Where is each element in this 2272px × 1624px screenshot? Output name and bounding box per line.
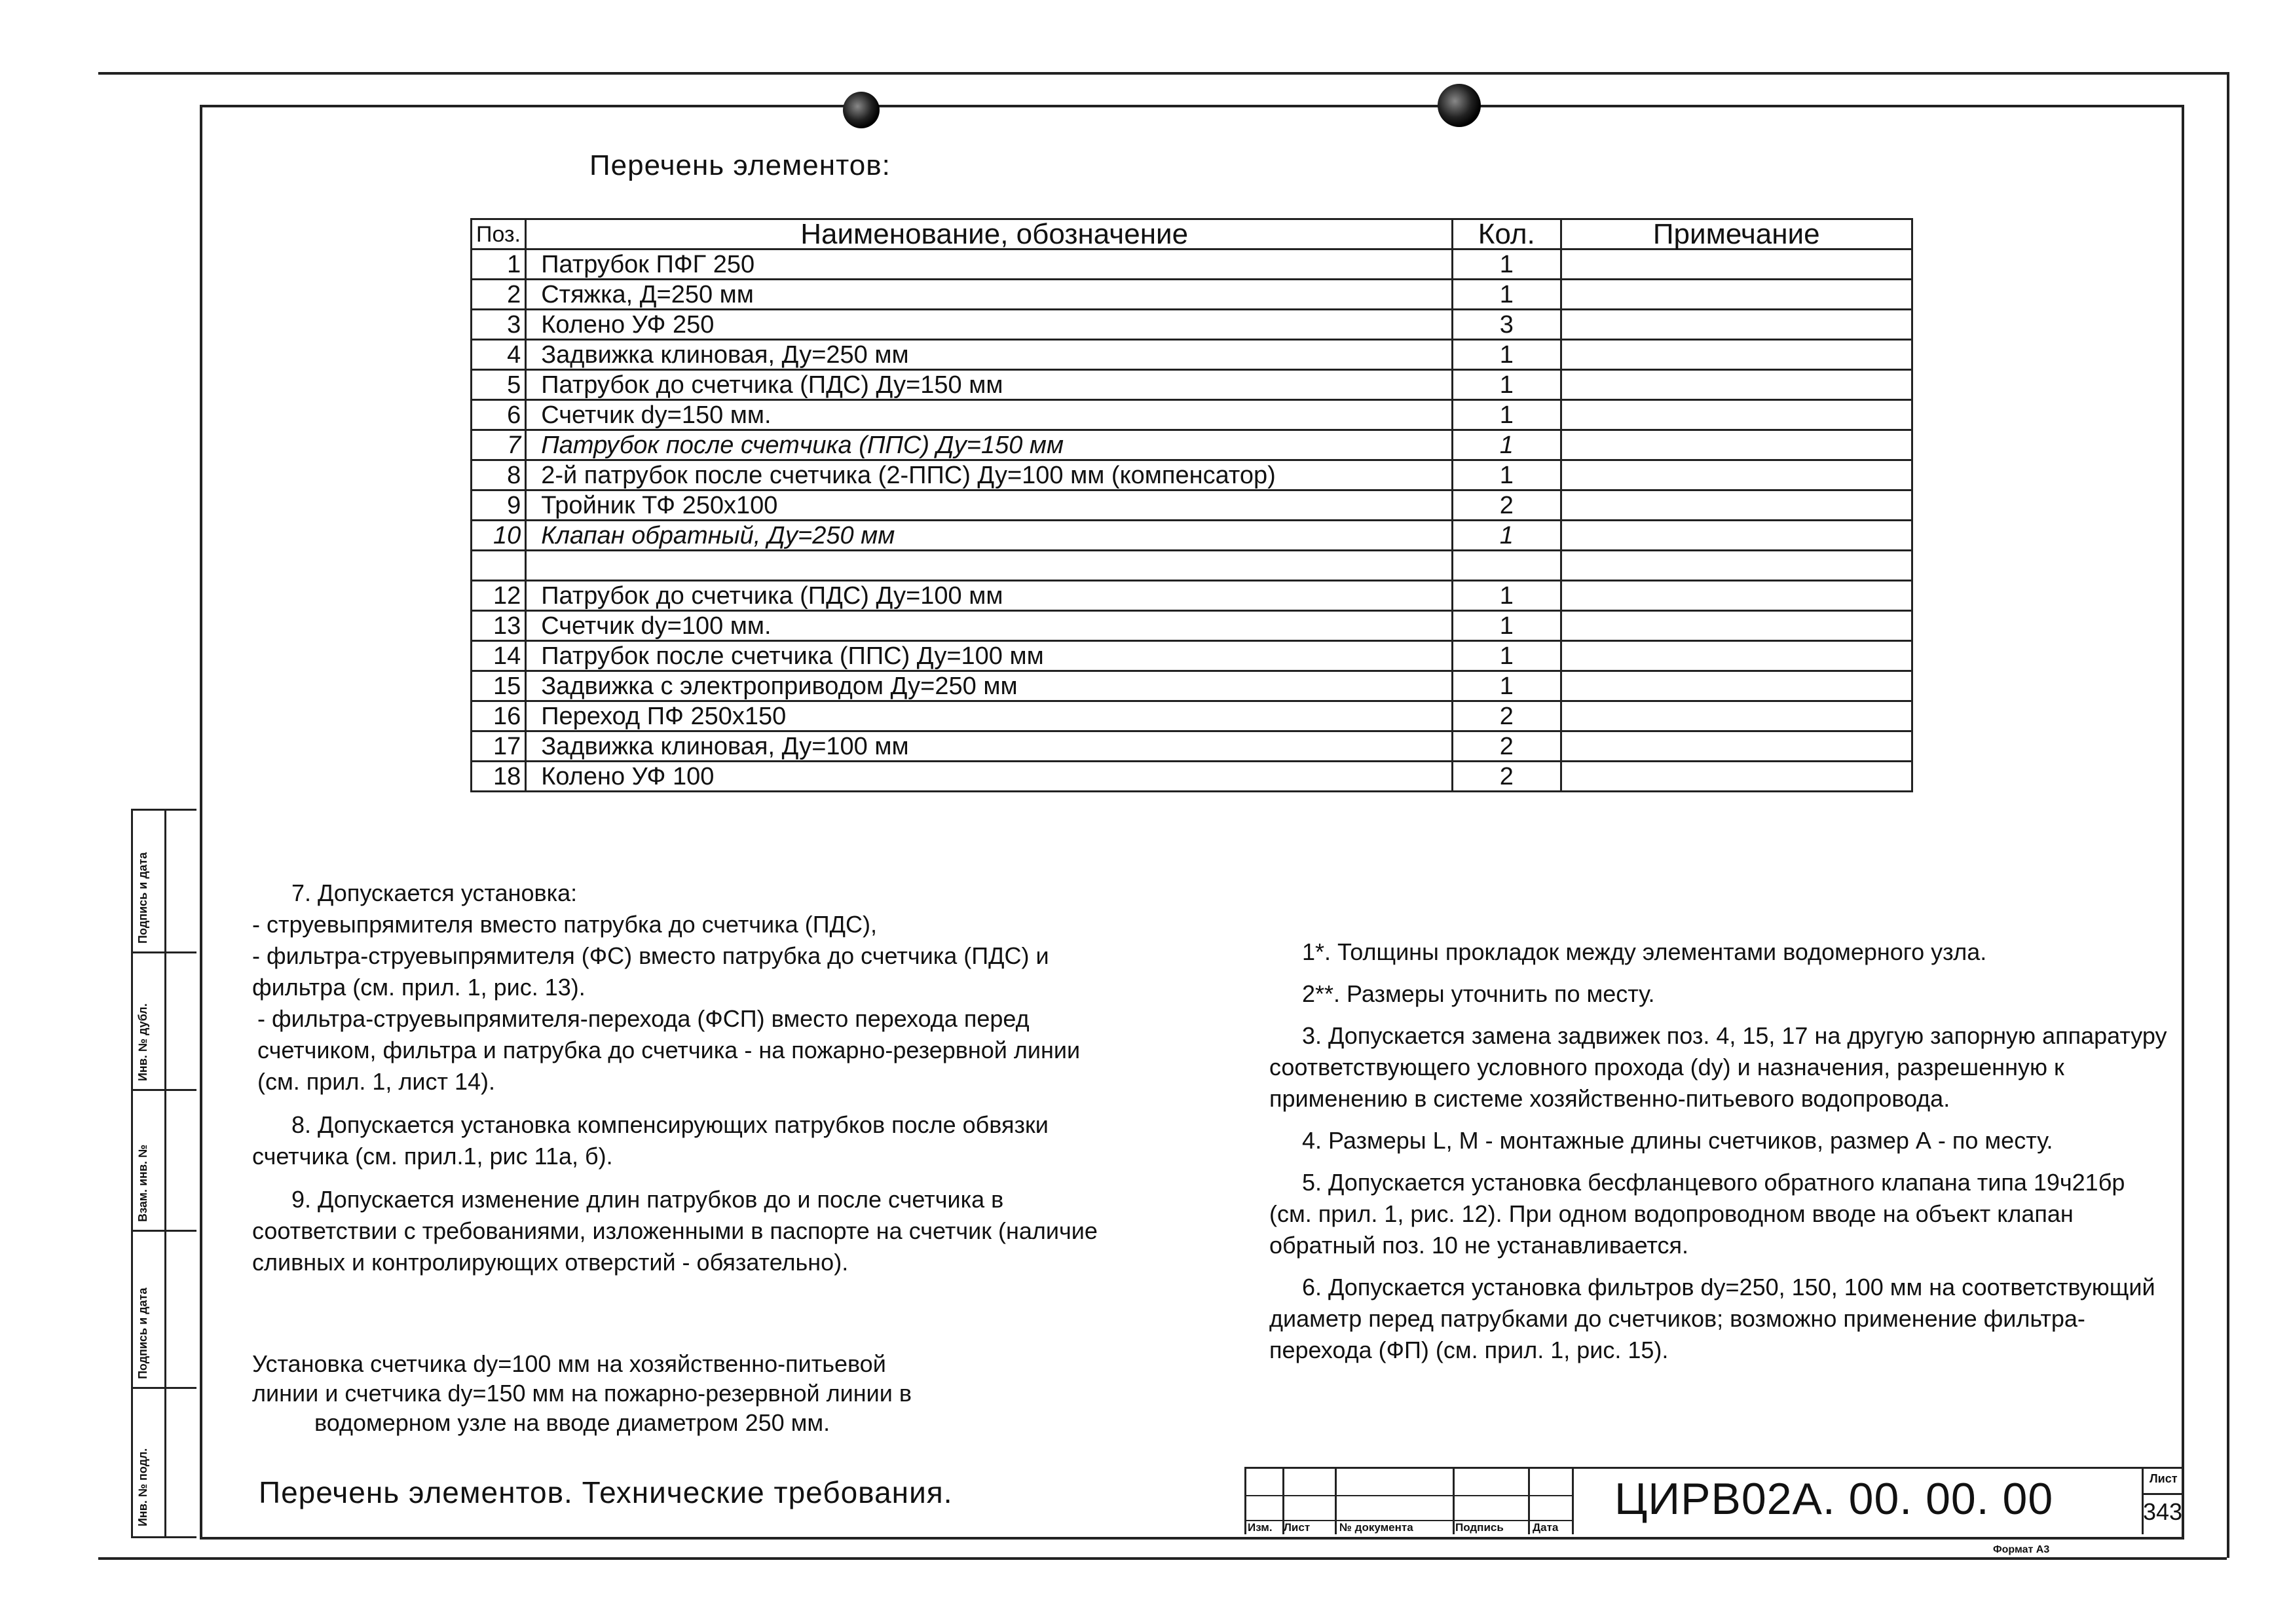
row-note (1561, 310, 1912, 340)
note-7b: - фильтра-струевыпрямителя (ФС) вместо патрубка до счетчика (ПДС) и фильтра (см. прил. 1, рис. 13). (252, 942, 1049, 1001)
bottom-rule (98, 1557, 2227, 1560)
row-qty (1453, 551, 1561, 581)
binding-cell (133, 1089, 196, 1232)
row-qty: 2 (1453, 701, 1561, 731)
row-pos: 14 (472, 641, 526, 671)
row-note (1561, 731, 1912, 762)
header-qty: Кол. (1453, 219, 1561, 249)
table-row (472, 641, 1912, 671)
punch-hole-left (843, 92, 880, 128)
row-qty: 1 (1453, 400, 1561, 430)
header-note: Примечание (1561, 219, 1912, 249)
row-pos (472, 551, 526, 581)
note-9: 9. Допускается изменение длин патрубков до и после счетчика в соответствии с требованиями, изложенными в паспорте на счетчик (наличие сливных и контролирующих отверстий - обязательно). (252, 1186, 1098, 1276)
binding-label: Инв. № подл. (136, 1448, 149, 1526)
note-2: 2**. Размеры уточнить по месту. (1302, 980, 1655, 1007)
row-note (1561, 641, 1912, 671)
table-row (472, 430, 1912, 460)
table-header-row (472, 219, 1912, 249)
row-qty: 1 (1453, 641, 1561, 671)
row-note (1561, 340, 1912, 370)
row-pos: 4 (472, 340, 526, 370)
punch-hole-right (1438, 84, 1481, 127)
row-note (1561, 581, 1912, 611)
row-name: Патрубок до счетчика (ПДС) Ду=100 мм (526, 581, 1453, 611)
table-row (472, 280, 1912, 310)
binding-strip (131, 809, 196, 1538)
binding-cell (133, 1387, 196, 1534)
row-pos: 9 (472, 490, 526, 521)
note-6: 6. Допускается установка фильтров dy=250, 150, 100 мм на соответствующий диаметр перед патрубками до счетчиков; возможно применение фильтра-перехода (ФП) (см. прил. 1, рис. 15). (1269, 1274, 2155, 1363)
note-3: 3. Допускается замена задвижек поз. 4, 15, 17 на другую запорную аппаратуру соответствующего условного прохода (dy) и назначения, разрешенную к применению в системе хозяйственно-питьевого водопровода. (1269, 1022, 2167, 1112)
row-qty: 3 (1453, 310, 1561, 340)
table-row (472, 249, 1912, 280)
note-5: 5. Допускается установка бесфланцевого обратного клапана типа 19ч21бр (см. прил. 1, рис. 12). При одном водопроводном вводе на объект клапан обратный поз. 10 не устанавливается. (1269, 1169, 2125, 1259)
row-name: Патрубок после счетчика (ППС) Ду=150 мм (526, 430, 1453, 460)
row-qty: 1 (1453, 521, 1561, 551)
row-pos: 12 (472, 581, 526, 611)
page-title: Перечень элементов: (589, 149, 891, 181)
row-pos: 2 (472, 280, 526, 310)
header-name: Наименование, обозначение (526, 219, 1453, 249)
row-pos: 8 (472, 460, 526, 490)
tb-divider (1335, 1469, 1337, 1534)
sheet-box-divider (2142, 1493, 2182, 1495)
note-8: 8. Допускается установка компенсирующих патрубков после обвязки счетчика (см. прил.1, рис 11а, б). (252, 1111, 1049, 1170)
binding-label: Взам. инв. № (136, 1144, 149, 1222)
binding-label: Подпись и дата (136, 852, 149, 944)
row-name: Колено УФ 250 (526, 310, 1453, 340)
tb-header-doc: № документа (1339, 1521, 1413, 1534)
row-note (1561, 701, 1912, 731)
table-row (472, 400, 1912, 430)
table-row (472, 731, 1912, 762)
binding-label: Подпись и дата (136, 1287, 149, 1379)
row-qty: 1 (1453, 581, 1561, 611)
tb-divider (1528, 1469, 1530, 1534)
row-qty: 2 (1453, 731, 1561, 762)
row-note (1561, 249, 1912, 280)
row-pos: 6 (472, 400, 526, 430)
document-code: ЦИРВ02А. 00. 00. 00 (1614, 1474, 2054, 1524)
tb-header-date: Дата (1533, 1521, 1559, 1534)
row-note (1561, 551, 1912, 581)
row-note (1561, 521, 1912, 551)
note-1: 1*. Толщины прокладок между элементами водомерного узла. (1302, 938, 1987, 965)
row-pos: 15 (472, 671, 526, 701)
header-pos: Поз. (472, 219, 526, 249)
row-note (1561, 671, 1912, 701)
tb-header-izm: Изм. (1248, 1521, 1273, 1534)
table-row (472, 671, 1912, 701)
table-row (472, 762, 1912, 792)
notes-right (1269, 936, 2173, 1376)
row-qty: 2 (1453, 490, 1561, 521)
row-name: Патрубок до счетчика (ПДС) Ду=150 мм (526, 370, 1453, 400)
row-pos: 10 (472, 521, 526, 551)
row-name: Задвижка клиновая, Ду=250 мм (526, 340, 1453, 370)
row-pos: 18 (472, 762, 526, 792)
installation-note (252, 1349, 1038, 1437)
row-pos: 17 (472, 731, 526, 762)
tb-divider (1453, 1469, 1455, 1534)
binding-label: Инв. № дубл. (136, 1003, 149, 1081)
row-qty: 1 (1453, 340, 1561, 370)
row-note (1561, 490, 1912, 521)
row-pos: 3 (472, 310, 526, 340)
row-note (1561, 370, 1912, 400)
row-pos: 1 (472, 249, 526, 280)
format-label: Формат А3 (1993, 1544, 2050, 1555)
row-qty: 1 (1453, 671, 1561, 701)
row-name: Задвижка с электроприводом Ду=250 мм (526, 671, 1453, 701)
table-row (472, 340, 1912, 370)
table-row (472, 310, 1912, 340)
row-pos: 7 (472, 430, 526, 460)
sheet-subtitle: Перечень элементов. Технические требования. (259, 1475, 953, 1509)
binding-cell (133, 811, 196, 953)
note-7a: - струевыпрямителя вместо патрубка до счетчика (ПДС), (252, 911, 877, 938)
row-note (1561, 430, 1912, 460)
row-qty: 1 (1453, 611, 1561, 641)
table-row (472, 490, 1912, 521)
row-qty: 1 (1453, 249, 1561, 280)
table-row (472, 370, 1912, 400)
elements-table (470, 218, 1913, 792)
notes-left (252, 877, 1123, 1290)
row-qty: 1 (1453, 430, 1561, 460)
table-row (472, 521, 1912, 551)
row-name: Счетчик dy=100 мм. (526, 611, 1453, 641)
row-qty: 1 (1453, 280, 1561, 310)
row-pos: 5 (472, 370, 526, 400)
row-qty: 1 (1453, 460, 1561, 490)
table-row (472, 611, 1912, 641)
table-body (472, 249, 1912, 792)
row-name: Клапан обратный, Ду=250 мм (526, 521, 1453, 551)
row-qty: 1 (1453, 370, 1561, 400)
row-name: Стяжка, Д=250 мм (526, 280, 1453, 310)
row-name (526, 551, 1453, 581)
row-pos: 13 (472, 611, 526, 641)
row-note (1561, 460, 1912, 490)
row-note (1561, 762, 1912, 792)
row-name: Тройник ТФ 250х100 (526, 490, 1453, 521)
note-7c: - фильтра-струевыпрямителя-перехода (ФСП) вместо перехода перед счетчиком, фильтра и патрубка до счетчика - на пожарно-резервной линии (см. прил. 1, лист 14). (257, 1005, 1081, 1095)
table-row (472, 701, 1912, 731)
binding-cell (133, 951, 196, 1091)
note-4: 4. Размеры L, M - монтажные длины счетчиков, размер А - по месту. (1302, 1127, 2053, 1154)
table-row (472, 460, 1912, 490)
sheet-number: 343 (2143, 1498, 2183, 1525)
row-note (1561, 400, 1912, 430)
table-row (472, 581, 1912, 611)
row-name: Счетчик dy=150 мм. (526, 400, 1453, 430)
tb-header-sign: Подпись (1455, 1521, 1504, 1534)
row-qty: 2 (1453, 762, 1561, 792)
table-row (472, 551, 1912, 581)
row-pos: 16 (472, 701, 526, 731)
note-7-title: 7. Допускается установка: (291, 879, 578, 906)
installation-note-line: Установка счетчика dy=100 мм на хозяйственно-питьевой (252, 1350, 886, 1377)
row-note (1561, 611, 1912, 641)
sheet-label: Лист (2150, 1472, 2178, 1485)
row-name: Переход ПФ 250х150 (526, 701, 1453, 731)
row-name: Колено УФ 100 (526, 762, 1453, 792)
row-name: Задвижка клиновая, Ду=100 мм (526, 731, 1453, 762)
installation-note-line: водомерном узле на вводе диаметром 250 мм. (314, 1409, 830, 1436)
row-name: Патрубок после счетчика (ППС) Ду=100 мм (526, 641, 1453, 671)
tb-header-list: Лист (1284, 1521, 1311, 1534)
tb-row-line (1246, 1495, 1574, 1496)
binding-cell (133, 1230, 196, 1389)
row-note (1561, 280, 1912, 310)
row-name: Патрубок ПФГ 250 (526, 249, 1453, 280)
installation-note-line: линии и счетчика dy=150 мм на пожарно-резервной линии в (252, 1380, 912, 1407)
row-name: 2-й патрубок после счетчика (2-ППС) Ду=100 мм (компенсатор) (526, 460, 1453, 490)
